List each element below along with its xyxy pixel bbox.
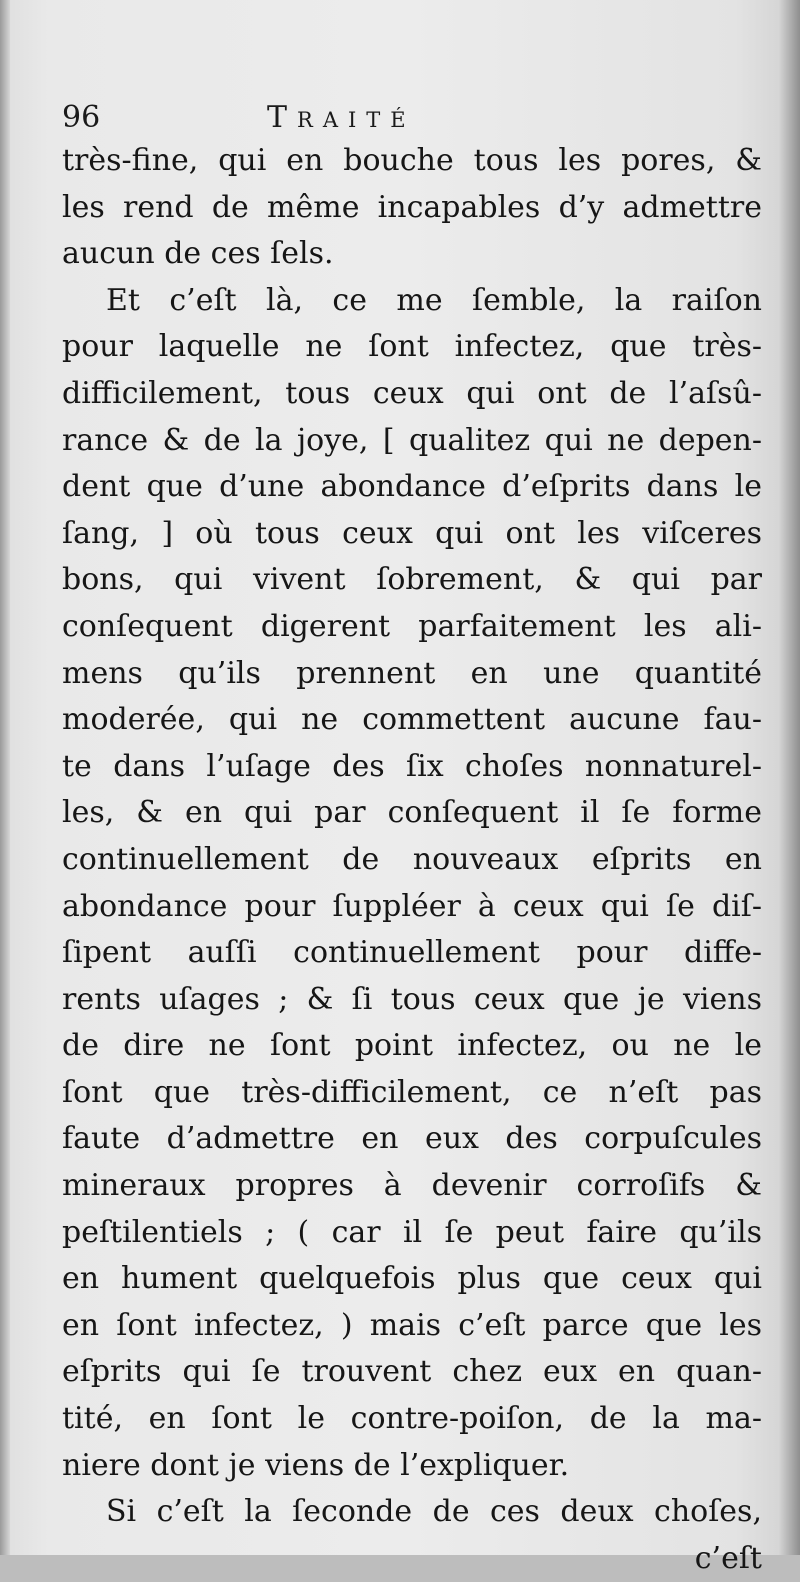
running-head-title: Traité [267,100,416,135]
text-line: mineraux propres à devenir corroſifs & [62,1168,762,1204]
text-line: ſang, ] où tous ceux qui ont les viſceres [62,515,762,551]
paragraph-start-line: Si c’eſt la ſeconde de ces deux choſes, [106,1494,762,1530]
text-line: niere dont je viens de l’expliquer. [62,1447,570,1483]
page-number: 96 [62,100,101,135]
text-line: pour laquelle ne ſont infectez, que très- [62,329,762,365]
text-line: moderée, qui ne commettent aucune fau- [62,702,762,738]
body-text [62,138,762,1582]
text-line: en hument quelquefois plus que ceux qui [62,1261,762,1297]
text-line: rance & de la joye, [ qualitez qui ne depen- [62,422,762,458]
text-line: eſprits qui ſe trouvent chez eux en quan- [62,1354,762,1390]
text-line: peſtilentiels ; ( car il ſe peut faire qu’ils [62,1214,762,1250]
page-edge-shadow [778,0,800,1555]
catchword: c’eſt [694,1540,762,1576]
text-line: bons, qui vivent ſobrement, & qui par [62,562,762,598]
page-gutter-shadow [0,0,10,1555]
text-line: ſipent auſſi continuellement pour diffe- [62,935,762,971]
text-line: abondance pour ſuppléer à ceux qui ſe diſ- [62,888,762,924]
text-line: très-fine, qui en bouche tous les pores, & [62,143,762,178]
text-line: mens qu’ils prennent en une quantité [62,655,762,691]
text-line: rents uſages ; & ſi tous ceux que je viens [62,981,762,1017]
text-line: dent que d’une abondance d’eſprits dans le [62,469,762,505]
text-line: les rend de même incapables d’y admettre [62,189,762,225]
text-line: difficilement, tous ceux qui ont de l’aſsû- [62,375,762,411]
running-head [62,98,762,142]
text-line: faute d’admettre en eux des corpuſcules [62,1121,762,1157]
text-line: te dans l’uſage des ſix choſes nonnaturel- [62,748,762,784]
text-line: conſequent digerent parfaitement les ali- [62,608,762,644]
text-line: de dire ne ſont point infectez, ou ne le [62,1028,762,1064]
text-line: tité, en ſont le contre-poiſon, de la ma- [62,1401,762,1437]
text-line: continuellement de nouveaux eſprits en [62,841,762,877]
text-line: les, & en qui par conſequent il ſe forme [62,795,762,831]
text-line: aucun de ces ſels. [62,236,334,272]
text-line: en ſont infectez, ) mais c’eſt parce que les [62,1307,762,1343]
text-line: ſont que très-difficilement, ce n’eſt pas [62,1074,762,1110]
paragraph-start-line: Et c’eſt là, ce me ſemble, la raiſon [106,282,762,318]
